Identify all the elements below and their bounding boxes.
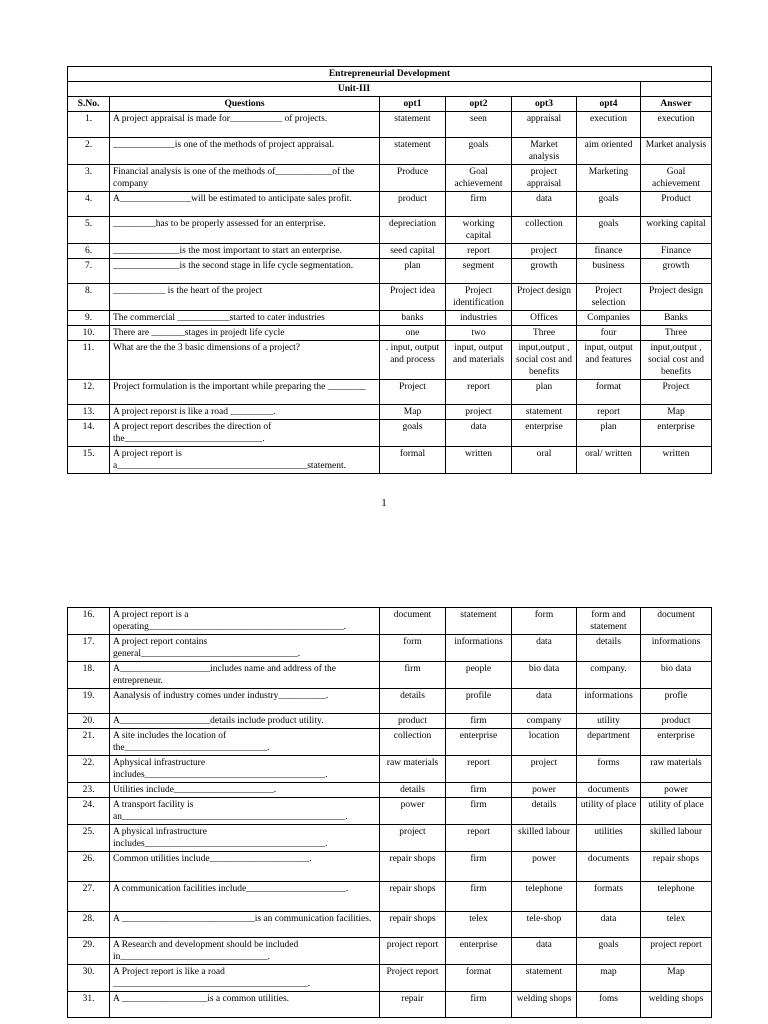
option-4: data	[577, 912, 641, 938]
question-number: 5.	[68, 217, 110, 244]
question-text: A site includes the location of the______________________________.	[110, 729, 380, 756]
question-number: 1.	[68, 112, 110, 138]
question-text: ______________is the most important to start an enterprise.	[110, 244, 380, 259]
answer-cell: Market analysis	[641, 138, 712, 165]
question-text: A___________________includes name and address of the entrepreneur.	[110, 662, 380, 689]
option-1: goals	[380, 420, 446, 447]
option-1: one	[380, 326, 446, 341]
question-number: 2.	[68, 138, 110, 165]
option-3: Project design	[512, 284, 577, 311]
option-1: details	[380, 689, 446, 714]
question-number: 12.	[68, 380, 110, 405]
option-1: Project idea	[380, 284, 446, 311]
question-number: 29.	[68, 938, 110, 965]
header-opt4: opt4	[577, 97, 641, 112]
option-1: repair shops	[380, 882, 446, 912]
option-4: Companies	[577, 311, 641, 326]
option-2: format	[446, 965, 512, 992]
question-text: The commercial ___________started to cater industries	[110, 311, 380, 326]
table-row	[68, 662, 712, 689]
header-questions: Questions	[110, 97, 380, 112]
table-row	[68, 756, 712, 783]
question-text: A Research and development should be included in_______________________________.	[110, 938, 380, 965]
option-3: bio data	[512, 662, 577, 689]
question-text: What are the the 3 basic dimensions of a project?	[110, 341, 380, 380]
question-number: 16.	[68, 608, 110, 635]
option-3: Three	[512, 326, 577, 341]
option-2: data	[446, 420, 512, 447]
table-row	[68, 852, 712, 882]
question-text: A communication facilities include_____________________.	[110, 882, 380, 912]
answer-cell: raw materials	[641, 756, 712, 783]
option-4: goals	[577, 192, 641, 217]
option-1: firm	[380, 662, 446, 689]
option-1: Map	[380, 405, 446, 420]
question-text: _________has to be properly assessed for an enterprise.	[110, 217, 380, 244]
question-number: 19.	[68, 689, 110, 714]
option-3: growth	[512, 259, 577, 284]
answer-cell: power	[641, 783, 712, 798]
option-4: forms	[577, 756, 641, 783]
question-text: Aphysical infrastructure includes______________________________________.	[110, 756, 380, 783]
document-title: Entrepreneurial Development	[68, 67, 712, 82]
option-3: Market analysis	[512, 138, 577, 165]
answer-cell: telephone	[641, 882, 712, 912]
question-number: 20.	[68, 714, 110, 729]
option-3: telephone	[512, 882, 577, 912]
answer-cell: enterprise	[641, 420, 712, 447]
question-text: A project report contains general_________________________________.	[110, 635, 380, 662]
table-row	[68, 192, 712, 217]
answer-cell: Goal achievement	[641, 165, 712, 192]
option-1: Project	[380, 380, 446, 405]
option-4: department	[577, 729, 641, 756]
header-answer: Answer	[641, 97, 712, 112]
page-number: 1	[381, 497, 387, 509]
option-1: collection	[380, 729, 446, 756]
question-text: A __________________is a common utilities.	[110, 992, 380, 1018]
option-3: power	[512, 783, 577, 798]
option-2: firm	[446, 798, 512, 825]
option-3: project appraisal	[512, 165, 577, 192]
option-3: location	[512, 729, 577, 756]
option-1: details	[380, 783, 446, 798]
question-number: 11.	[68, 341, 110, 380]
option-1: formal	[380, 447, 446, 474]
question-text: Financial analysis is one of the methods of____________of the company	[110, 165, 380, 192]
option-4: format	[577, 380, 641, 405]
question-number: 23.	[68, 783, 110, 798]
table-row	[68, 341, 712, 380]
option-4: documents	[577, 852, 641, 882]
option-3: skilled labour	[512, 825, 577, 852]
question-number: 14.	[68, 420, 110, 447]
option-3: plan	[512, 380, 577, 405]
option-4: formats	[577, 882, 641, 912]
option-4: utility	[577, 714, 641, 729]
answer-cell: Project design	[641, 284, 712, 311]
question-number: 13.	[68, 405, 110, 420]
option-4: details	[577, 635, 641, 662]
question-text: A project reporst is like a road _________.	[110, 405, 380, 420]
question-number: 17.	[68, 635, 110, 662]
table-row	[68, 608, 712, 635]
option-1: statement	[380, 112, 446, 138]
question-number: 21.	[68, 729, 110, 756]
question-text: Utilities include_____________________.	[110, 783, 380, 798]
option-1: document	[380, 608, 446, 635]
answer-cell: growth	[641, 259, 712, 284]
question-number: 22.	[68, 756, 110, 783]
question-text: A project report describes the direction of the_____________________________.	[110, 420, 380, 447]
answer-cell: Map	[641, 965, 712, 992]
option-2: two	[446, 326, 512, 341]
option-3: data	[512, 938, 577, 965]
option-3: project	[512, 756, 577, 783]
option-4: informations	[577, 689, 641, 714]
option-4: oral/ written	[577, 447, 641, 474]
option-3: project	[512, 244, 577, 259]
header-sno: S.No.	[68, 97, 110, 112]
answer-cell: project report	[641, 938, 712, 965]
option-4: documents	[577, 783, 641, 798]
question-text: Common utilities include_____________________.	[110, 852, 380, 882]
question-text: A ____________________________is an communication facilities.	[110, 912, 380, 938]
option-2: goals	[446, 138, 512, 165]
option-3: tele-shop	[512, 912, 577, 938]
table-row	[68, 635, 712, 662]
option-2: enterprise	[446, 729, 512, 756]
question-text: A Project report is like a road _________________________________________.	[110, 965, 380, 992]
answer-cell: repair shops	[641, 852, 712, 882]
unit-label: Unit-III	[68, 82, 641, 97]
option-3: Offices	[512, 311, 577, 326]
answer-cell: bio data	[641, 662, 712, 689]
option-3: input,output , social cost and benefits	[512, 341, 577, 380]
option-2: firm	[446, 783, 512, 798]
table-row	[68, 798, 712, 825]
question-number: 7.	[68, 259, 110, 284]
question-number: 8.	[68, 284, 110, 311]
option-3: enterprise	[512, 420, 577, 447]
table-row	[68, 165, 712, 192]
option-4: utility of place	[577, 798, 641, 825]
option-2: working capital	[446, 217, 512, 244]
option-1: . input, output and process	[380, 341, 446, 380]
table-row	[68, 380, 712, 405]
question-table-page-1	[67, 66, 712, 474]
table-row	[68, 938, 712, 965]
table-row	[68, 729, 712, 756]
question-text: A___________________details include product utility.	[110, 714, 380, 729]
option-4: company.	[577, 662, 641, 689]
option-1: repair shops	[380, 852, 446, 882]
answer-cell: Three	[641, 326, 712, 341]
option-1: repair shops	[380, 912, 446, 938]
question-text: A transport facility is an_______________________________________________.	[110, 798, 380, 825]
option-1: depreciation	[380, 217, 446, 244]
question-number: 4.	[68, 192, 110, 217]
answer-cell: written	[641, 447, 712, 474]
option-3: details	[512, 798, 577, 825]
option-2: Project identification	[446, 284, 512, 311]
option-3: statement	[512, 965, 577, 992]
option-1: repair	[380, 992, 446, 1018]
question-text: A project report is a operating_________________________________________.	[110, 608, 380, 635]
option-2: industries	[446, 311, 512, 326]
option-3: appraisal	[512, 112, 577, 138]
question-number: 9.	[68, 311, 110, 326]
question-text: A project report is a________________________________________statement.	[110, 447, 380, 474]
table-row	[68, 405, 712, 420]
option-1: project report	[380, 938, 446, 965]
question-table-page-2	[67, 607, 712, 1018]
answer-cell: working capital	[641, 217, 712, 244]
table-row	[68, 420, 712, 447]
option-3: data	[512, 635, 577, 662]
option-3: form	[512, 608, 577, 635]
option-2: people	[446, 662, 512, 689]
option-3: welding shops	[512, 992, 577, 1018]
question-number: 18.	[68, 662, 110, 689]
header-opt1: opt1	[380, 97, 446, 112]
option-1: project	[380, 825, 446, 852]
table-row	[68, 825, 712, 852]
table-row	[68, 217, 712, 244]
option-4: Project selection	[577, 284, 641, 311]
table-row	[68, 912, 712, 938]
option-4: finance	[577, 244, 641, 259]
answer-cell: Map	[641, 405, 712, 420]
answer-cell: document	[641, 608, 712, 635]
option-2: segment	[446, 259, 512, 284]
table-row	[68, 447, 712, 474]
option-4: aim oriented	[577, 138, 641, 165]
option-2: firm	[446, 852, 512, 882]
option-2: Goal achievement	[446, 165, 512, 192]
table-row	[68, 284, 712, 311]
answer-cell: welding shops	[641, 992, 712, 1018]
option-1: statement	[380, 138, 446, 165]
option-4: goals	[577, 938, 641, 965]
option-2: profile	[446, 689, 512, 714]
option-3: statement	[512, 405, 577, 420]
option-4: Marketing	[577, 165, 641, 192]
option-2: input, output and materials	[446, 341, 512, 380]
table-row	[68, 783, 712, 798]
answer-cell: profle	[641, 689, 712, 714]
option-1: raw materials	[380, 756, 446, 783]
table-row	[68, 992, 712, 1018]
answer-cell: skilled labour	[641, 825, 712, 852]
option-4: plan	[577, 420, 641, 447]
table-header-row	[68, 97, 712, 112]
option-4: foms	[577, 992, 641, 1018]
answer-cell: Project	[641, 380, 712, 405]
answer-cell: input,output , social cost and benefits	[641, 341, 712, 380]
table-row	[68, 689, 712, 714]
option-1: product	[380, 192, 446, 217]
option-3: oral	[512, 447, 577, 474]
option-2: enterprise	[446, 938, 512, 965]
option-1: plan	[380, 259, 446, 284]
option-4: map	[577, 965, 641, 992]
question-text: A project appraisal is made for___________ of projects.	[110, 112, 380, 138]
table-row	[68, 138, 712, 165]
option-2: written	[446, 447, 512, 474]
option-3: power	[512, 852, 577, 882]
question-number: 25.	[68, 825, 110, 852]
option-4: execution	[577, 112, 641, 138]
option-1: Produce	[380, 165, 446, 192]
question-number: 27.	[68, 882, 110, 912]
question-number: 10.	[68, 326, 110, 341]
option-1: form	[380, 635, 446, 662]
option-2: informations	[446, 635, 512, 662]
option-4: business	[577, 259, 641, 284]
question-text: Aanalysis of industry comes under industry__________.	[110, 689, 380, 714]
question-number: 26.	[68, 852, 110, 882]
answer-cell: Banks	[641, 311, 712, 326]
table-row	[68, 965, 712, 992]
table-row	[68, 112, 712, 138]
table-row	[68, 259, 712, 284]
option-2: report	[446, 825, 512, 852]
question-text: There are _______stages in projedt life cycle	[110, 326, 380, 341]
option-1: banks	[380, 311, 446, 326]
question-text: A_______________will be estimated to anticipate sales profit.	[110, 192, 380, 217]
option-1: seed capital	[380, 244, 446, 259]
table-row	[68, 244, 712, 259]
question-text: Project formulation is the important while preparing the ________	[110, 380, 380, 405]
option-1: product	[380, 714, 446, 729]
question-number: 31.	[68, 992, 110, 1018]
option-4: goals	[577, 217, 641, 244]
question-number: 3.	[68, 165, 110, 192]
question-number: 30.	[68, 965, 110, 992]
answer-cell: informations	[641, 635, 712, 662]
option-3: company	[512, 714, 577, 729]
option-4: report	[577, 405, 641, 420]
header-opt3: opt3	[512, 97, 577, 112]
question-number: 24.	[68, 798, 110, 825]
question-text: _____________is one of the methods of project appraisal.	[110, 138, 380, 165]
question-text: ___________ is the heart of the project	[110, 284, 380, 311]
option-2: report	[446, 244, 512, 259]
header-opt2: opt2	[446, 97, 512, 112]
question-number: 28.	[68, 912, 110, 938]
table-row	[68, 882, 712, 912]
answer-cell: Product	[641, 192, 712, 217]
answer-cell: execution	[641, 112, 712, 138]
question-text: ______________is the second stage in life cycle segmentation.	[110, 259, 380, 284]
unit-blank-cell	[641, 82, 712, 97]
option-4: four	[577, 326, 641, 341]
option-2: firm	[446, 714, 512, 729]
question-text: A physical infrastructure includes______________________________________.	[110, 825, 380, 852]
option-3: collection	[512, 217, 577, 244]
option-4: utilities	[577, 825, 641, 852]
answer-cell: telex	[641, 912, 712, 938]
option-2: firm	[446, 882, 512, 912]
option-2: telex	[446, 912, 512, 938]
option-2: firm	[446, 992, 512, 1018]
option-3: data	[512, 192, 577, 217]
table-row	[68, 311, 712, 326]
option-3: data	[512, 689, 577, 714]
option-4: input, output and features	[577, 341, 641, 380]
option-4: form and statement	[577, 608, 641, 635]
option-1: Project report	[380, 965, 446, 992]
option-2: project	[446, 405, 512, 420]
option-2: seen	[446, 112, 512, 138]
question-number: 6.	[68, 244, 110, 259]
option-2: report	[446, 756, 512, 783]
option-2: firm	[446, 192, 512, 217]
answer-cell: utility of place	[641, 798, 712, 825]
table-row	[68, 714, 712, 729]
option-2: report	[446, 380, 512, 405]
option-1: power	[380, 798, 446, 825]
answer-cell: Finance	[641, 244, 712, 259]
answer-cell: product	[641, 714, 712, 729]
answer-cell: enterprise	[641, 729, 712, 756]
table-row	[68, 326, 712, 341]
question-number: 15.	[68, 447, 110, 474]
option-2: statement	[446, 608, 512, 635]
